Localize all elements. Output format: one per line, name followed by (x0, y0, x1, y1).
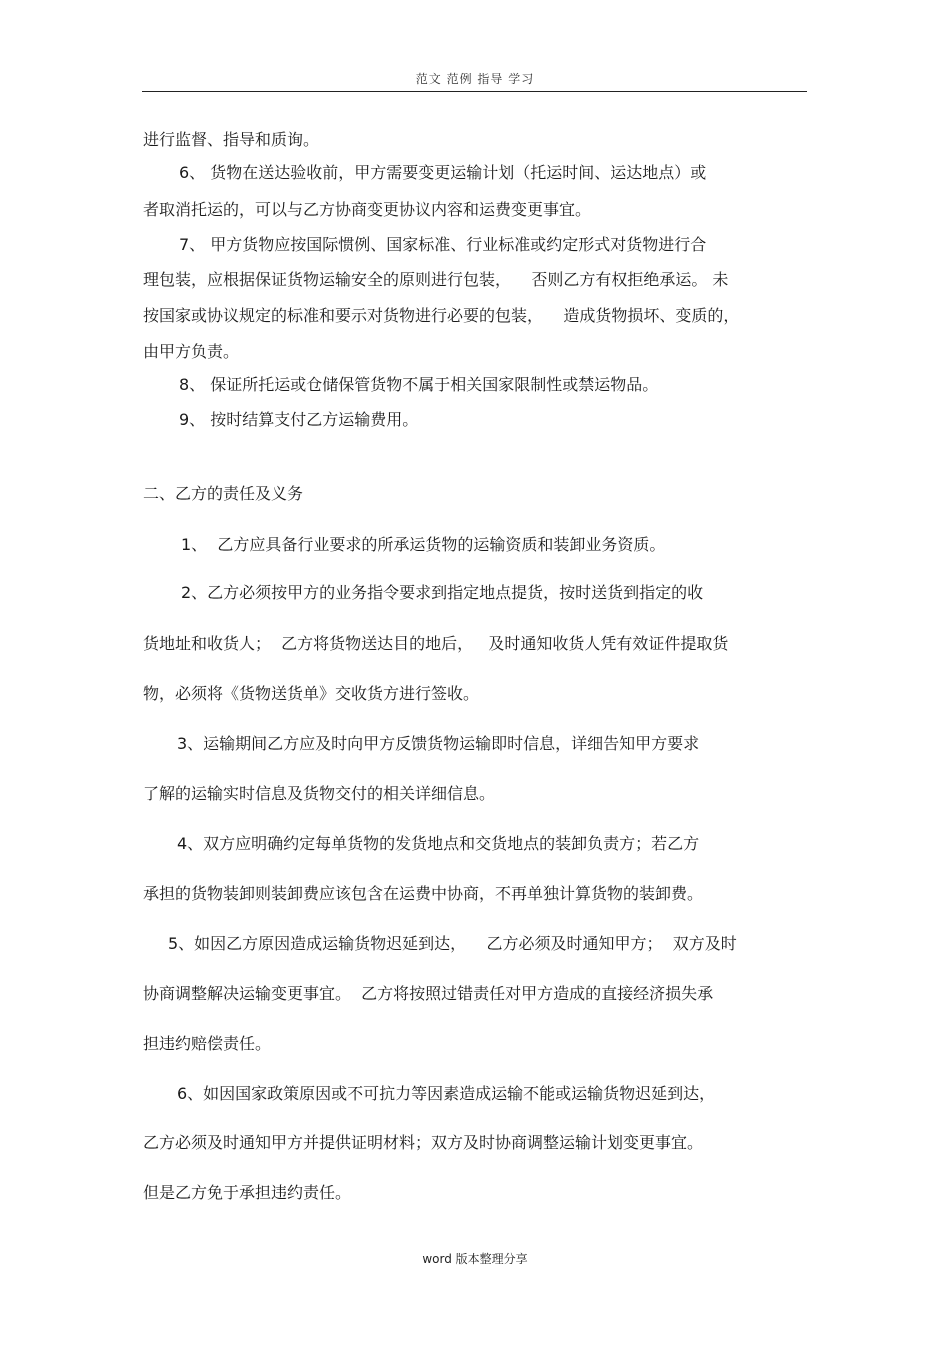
list-item-7-line-1: 7、 甲方货物应按国际惯例、国家标准、行业标准或约定形式对货物进行合 (179, 235, 707, 254)
list-item-6-line-1: 6、 货物在送达验收前，甲方需要变更运输计划（托运时间、运达地点）或 (179, 163, 707, 182)
list-item-8: 8、 保证所托运或仓储保管货物不属于相关国家限制性或禁运物品。 (179, 375, 659, 394)
list-item-9: 9、 按时结算支付乙方运输费用。 (179, 410, 419, 429)
duty-item-4-line-2: 承担的货物装卸则装卸费应该包含在运费中协商，不再单独计算货物的装卸费。 (143, 884, 704, 903)
duty-item-6-line-2: 乙方必须及时通知甲方并提供证明材料；双方及时协商调整运输计划变更事宜。 (143, 1133, 704, 1152)
duty-item-2-line-1: 2、乙方必须按甲方的业务指令要求到指定地点提货，按时送货到指定的收 (181, 583, 704, 602)
duty-item-5-line-1: 5、如因乙方原因造成运输货物迟延到达， 乙方必须及时通知甲方； 双方及时 (168, 934, 737, 953)
list-item-7-line-4: 由甲方负责。 (143, 342, 240, 361)
duty-item-6-line-1: 6、如因国家政策原因或不可抗力等因素造成运输不能或运输货物迟延到达， (177, 1084, 716, 1103)
page-header: 范文 范例 指导 学习 (415, 72, 535, 86)
duty-item-6-line-3: 但是乙方免于承担违约责任。 (143, 1183, 352, 1202)
duty-item-2-line-3: 物，必须将《货物送货单》交收货方进行签收。 (143, 684, 480, 703)
list-item-7-line-3: 按国家或协议规定的标准和要示对货物进行必要的包装， 造成货物损坏、变质的， (143, 306, 740, 325)
duty-item-5-line-2: 协商调整解决运输变更事宜。 乙方将按照过错责任对甲方造成的直接经济损失承 (143, 984, 714, 1003)
list-item-7-line-2: 理包装，应根据保证货物运输安全的原则进行包装， 否则乙方有权拒绝承运。 未 (143, 270, 729, 289)
header-divider (142, 91, 807, 92)
duty-item-4-line-1: 4、双方应明确约定每单货物的发货地点和交货地点的装卸负责方；若乙方 (177, 834, 700, 853)
duty-item-1: 1、 乙方应具备行业要求的所承运货物的运输资质和装卸业务资质。 (181, 535, 666, 554)
duty-item-5-line-3: 担违约赔偿责任。 (143, 1034, 272, 1053)
section-heading: 二、乙方的责任及义务 (143, 484, 304, 503)
list-item-6-line-2: 者取消托运的，可以与乙方协商变更协议内容和运费变更事宜。 (143, 200, 592, 219)
duty-item-2-line-2: 货地址和收货人； 乙方将货物送达目的地后， 及时通知收货人凭有效证件提取货 (143, 634, 729, 653)
duty-item-3-line-1: 3、运输期间乙方应及时向甲方反馈货物运输即时信息，详细告知甲方要求 (177, 734, 700, 753)
paragraph-line: 进行监督、指导和质询。 (143, 130, 320, 149)
duty-item-3-line-2: 了解的运输实时信息及货物交付的相关详细信息。 (143, 784, 496, 803)
page-footer: word 版本整理分享 (422, 1252, 528, 1266)
